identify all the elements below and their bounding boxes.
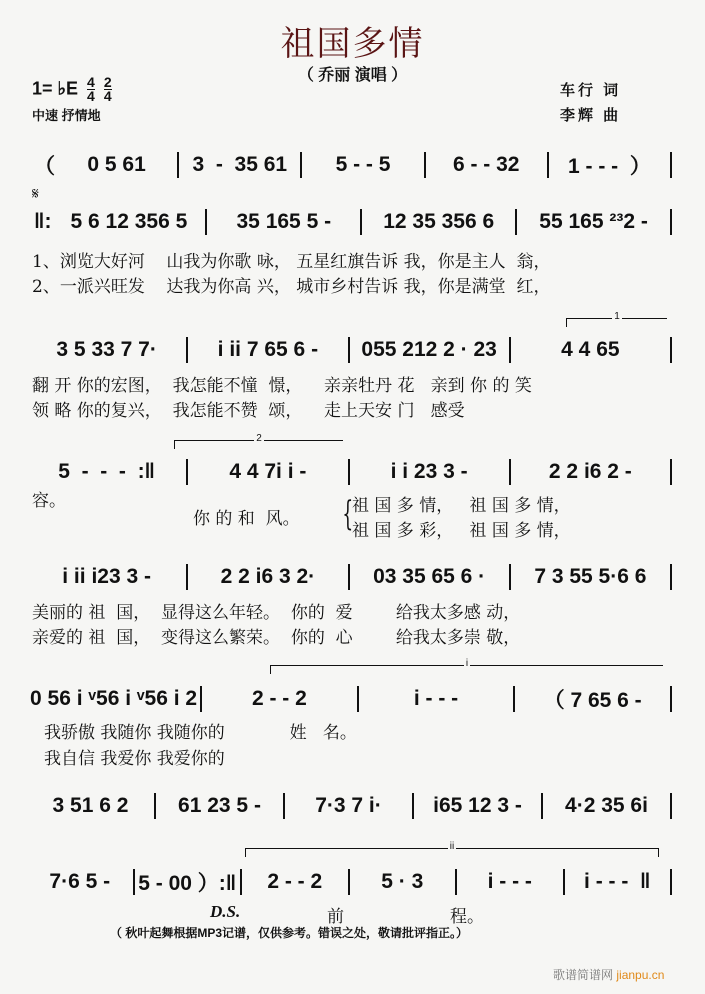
lyric-line: 2、一派兴旺发 达我为你高 兴， 城市乡村告诉 我，你是满堂 红， (32, 277, 551, 297)
bar-line (357, 686, 359, 712)
measure: 5 - 00 ）:‖ (138, 872, 237, 895)
bar-line (563, 869, 565, 895)
lyric-line: 程。 (450, 907, 484, 927)
staff-line (30, 564, 675, 590)
bar-line (455, 869, 457, 895)
bar-line (200, 686, 202, 712)
time-den: 4 (87, 88, 95, 104)
measure: 3 51 6 2 (52, 794, 129, 817)
lyricist: 车行 词 (560, 82, 622, 99)
measure: 2 - - 2 (267, 870, 323, 893)
bar-line (670, 209, 672, 235)
bar-line (300, 152, 302, 178)
staff-line (30, 209, 675, 235)
measure: 1 - - - ） (567, 155, 651, 178)
footnote: （ 秋叶起舞根据MP3记谱，仅供参考。错误之处，敬请批评指正。） (110, 926, 469, 940)
bar-line (205, 209, 207, 235)
volta-1 (566, 311, 667, 327)
measure: 0 56 i ᵛ56 i ᵛ56 i 2 (30, 687, 198, 710)
bar-line (348, 337, 350, 363)
lyric-line: 我骄傲 我随你 我随你的 姓 名。 (44, 723, 357, 743)
measure: 5 · 3 (381, 870, 424, 893)
lyric-line: 容。 (32, 491, 66, 511)
watermark-site: 歌谱简谱网 (553, 968, 614, 982)
lyric-line: 你 的 和 风。 (193, 509, 300, 529)
measure: 5 6 12 356 5 (70, 210, 188, 233)
bar-line (177, 152, 179, 178)
bar-line (133, 869, 135, 895)
measure: 2 2 i6 2 - (548, 460, 632, 483)
staff-line (30, 337, 675, 363)
time-signature-2 (104, 76, 112, 103)
bar-line (670, 686, 672, 712)
lyric-line: 翻 开 你的宏图， 我怎能不憧 憬， 亲亲牡丹 花 亲到 你 的 笑 (32, 376, 532, 396)
measure: 7·3 7 i· (315, 794, 382, 817)
bar-line (412, 793, 414, 819)
bar-line (186, 459, 188, 485)
time-num: 4 (87, 74, 95, 90)
bar-line (348, 459, 350, 485)
measure: 7·6 5 - (49, 870, 111, 893)
bar-line (670, 793, 672, 819)
volta-label: i (465, 658, 469, 669)
measure: i ii i23 3 - (62, 565, 151, 588)
lyric-line: 美丽的 祖 国， 显得这么年轻。 你的 爱 给我太多感 动， (32, 603, 521, 623)
bar-line (513, 686, 515, 712)
lyric-line: 祖 国 多 情， 祖 国 多 情， (352, 496, 571, 516)
lyric-line: 我自信 我爱你 我爱你的 (44, 749, 225, 769)
volta-label: 1 (614, 311, 620, 322)
measure: i - - - ‖ (584, 870, 651, 893)
lyric-line: 1、浏览大好河 山我为你歌 咏， 五星红旗告诉 我，你是主人 翁， (32, 252, 551, 272)
measure: i - - - (413, 687, 459, 710)
measure: （ 7 65 6 - (543, 689, 642, 712)
bar-line (670, 337, 672, 363)
bar-line (283, 793, 285, 819)
measure: 4·2 35 6i (565, 794, 648, 817)
measure: 4 4 7i i - (229, 460, 307, 483)
brace: { (342, 494, 354, 534)
time-signature-1 (87, 76, 95, 103)
measure: 4 4 65 (561, 338, 620, 361)
staff-start-symbol: ‖: (34, 210, 52, 233)
bar-line (670, 459, 672, 485)
key: 1= ♭E (32, 78, 79, 99)
measure: 3 - 35 61 (192, 153, 288, 176)
tempo-marking: 中速 抒情地 (32, 108, 101, 123)
measure: 35 165 5 - (236, 210, 332, 233)
measure: 5 - - 5 (335, 153, 391, 176)
measure: 55 165 ²³2 - (539, 210, 648, 233)
bar-line (186, 564, 188, 590)
lyric-line: 亲爱的 祖 国， 变得这么繁荣。 你的 心 给我太多崇 敬， (32, 628, 521, 648)
measure: 12 35 356 6 (383, 210, 495, 233)
bar-line (541, 793, 543, 819)
volta-2 (174, 433, 343, 449)
lyric-line: 前 (327, 907, 344, 927)
segno-icon: 𝄋 (32, 186, 39, 203)
watermark-url: jianpu.cn (616, 968, 665, 982)
measure: 055 212 2 · 23 (361, 338, 497, 361)
bar-line (515, 209, 517, 235)
measure: i - - - (487, 870, 532, 893)
staff-line (30, 150, 675, 180)
volta-label: 2 (256, 433, 262, 444)
measure: 3 5 33 7 7· (56, 338, 157, 361)
volta-i (270, 658, 663, 674)
measure: i65 12 3 - (433, 794, 522, 817)
bar-line (186, 337, 188, 363)
bar-line (348, 869, 350, 895)
staff-line (30, 684, 675, 714)
bar-line (509, 564, 511, 590)
measure: 6 - - 32 (452, 153, 520, 176)
time-num: 2 (103, 74, 112, 90)
bar-line (547, 152, 549, 178)
bar-line (509, 337, 511, 363)
staff-line (30, 867, 675, 897)
bar-line (670, 152, 672, 178)
lyric-line: 领 略 你的复兴， 我怎能不赞 颂， 走上天安 门 感受 (32, 401, 465, 421)
measure: 03 35 65 6 · (373, 565, 486, 588)
measure: 2 - - 2 (251, 687, 307, 710)
staff-line (30, 793, 675, 819)
staff-start-symbol: （ (34, 155, 55, 178)
measure: i i 23 3 - (390, 460, 468, 483)
bar-line (360, 209, 362, 235)
key-signature (32, 76, 112, 103)
measure: 0 5 61 (87, 153, 146, 176)
measure: 61 23 5 - (178, 794, 261, 817)
watermark (553, 966, 664, 983)
dal-segno: D.S. (210, 902, 241, 921)
staff-line (30, 459, 675, 485)
composer: 李辉 曲 (560, 107, 622, 124)
lyric-line: 祖 国 多 彩， 祖 国 多 情， (352, 521, 571, 541)
song-title: 祖国多情 (280, 24, 425, 64)
measure: 5 - - - :‖ (58, 460, 156, 483)
measure: 2 2 i6 3 2· (220, 565, 316, 588)
bar-line (240, 869, 242, 895)
bar-line (154, 793, 156, 819)
bar-line (509, 459, 511, 485)
measure: i ii 7 65 6 - (217, 338, 319, 361)
bar-line (670, 869, 672, 895)
bar-line (348, 564, 350, 590)
bar-line (670, 564, 672, 590)
performer: （ 乔丽 演唱 ） (297, 67, 408, 84)
bar-line (424, 152, 426, 178)
time-den: 4 (103, 88, 112, 104)
measure: 7 3 55 5·6 6 (534, 565, 647, 588)
volta-label: ii (449, 841, 455, 852)
volta-ii (245, 841, 659, 857)
